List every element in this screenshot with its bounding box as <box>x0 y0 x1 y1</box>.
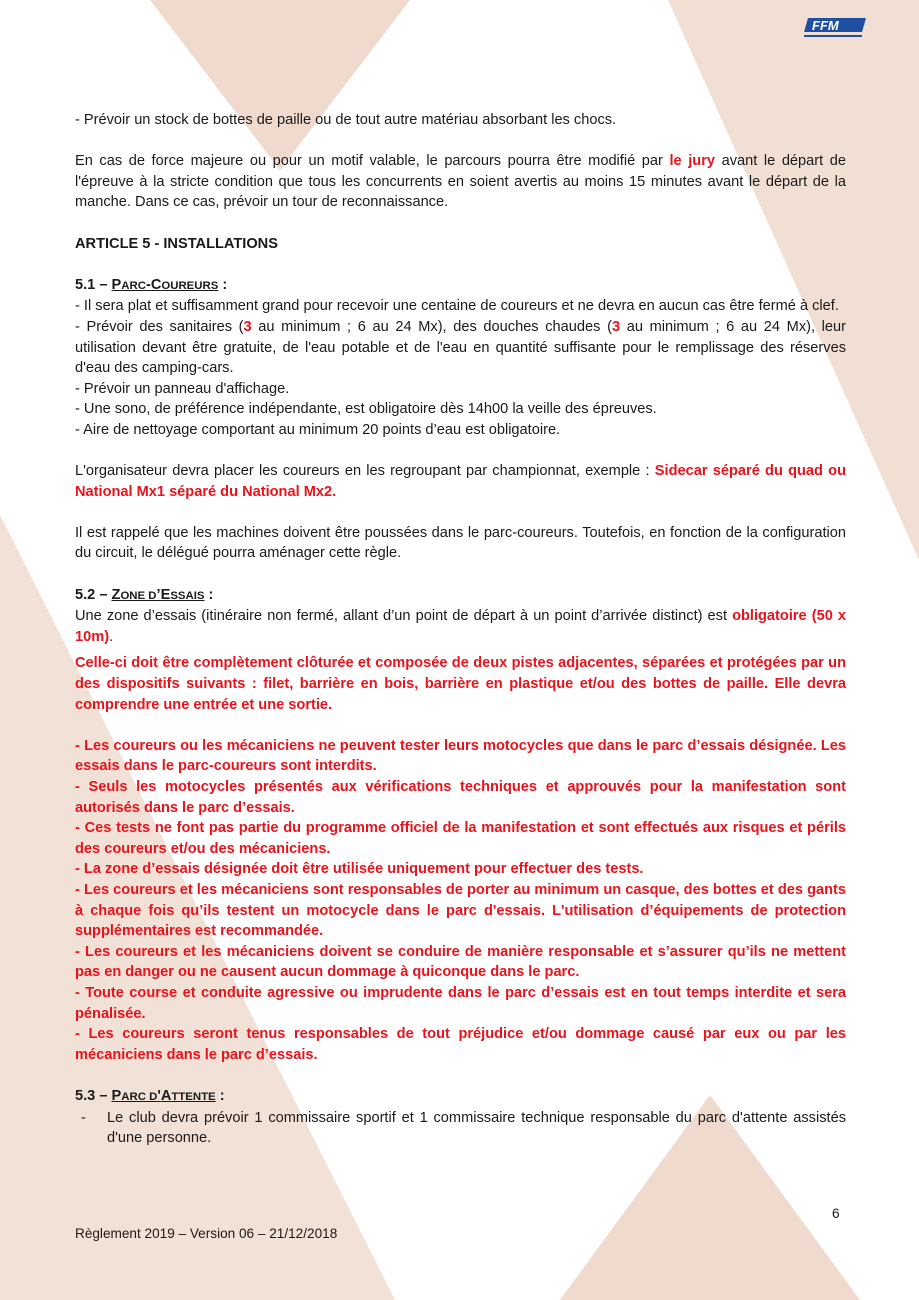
parc-line-1: - Il sera plat et suffisamment grand pour recevoir une centaine de coureurs et ne devra en aucun cas être fermé à clef. <box>75 298 839 315</box>
test-zone-rule: - La zone d’essais désignée doit être utilisée uniquement pour effectuer des tests. <box>75 861 644 878</box>
test-zone-rules <box>75 736 846 1066</box>
section-5-1-title: PARC-COUREURS <box>111 276 219 293</box>
svg-text:FFM: FFM <box>812 18 839 33</box>
page-number: 6 <box>832 1206 840 1221</box>
parc-line-3: - Prévoir un panneau d'affichage. <box>75 380 290 397</box>
test-zone-rule: - Les coureurs et les mécaniciens doivent se conduire de manière responsable et s’assurer qu’ils ne mettent pas en danger ou ne causent aucun dommage à quiconque dans le parc. <box>75 943 846 981</box>
straw-bales-paragraph: - Prévoir un stock de bottes de paille ou de tout autre matériau absorbant les chocs. <box>75 112 617 128</box>
test-zone-rule: - Seuls les motocycles présentés aux vérifications techniques et approuvés pour la manifestation sont autorisés dans le parc d’essais. <box>75 779 846 816</box>
document-body <box>75 110 846 1149</box>
section-5-1-heading: 5.1 – PARC-COUREURS : <box>75 276 228 293</box>
push-machines-paragraph: Il est rappelé que les machines doivent être poussées dans le parc-coureurs. Toutefois, en fonction de la configuration du circuit, le délégué pourra aménager cette règle. <box>75 524 846 562</box>
test-zone-rule: - Ces tests ne font pas partie du programme officiel de la manifestation et sont effectués aux risques et périls des coureurs et/ou des mécaniciens. <box>75 820 846 857</box>
section-5-2-title: ZONE D’ESSAIS <box>111 586 205 603</box>
test-zone-fencing-paragraph: Celle-ci doit être complètement clôturée et composée de deux pistes adjacentes, séparées et protégées par un des dispositifs suivants : filet, barrière en bois, barrière en plastique et/ou des bottes de paille. Elle devra comprendre une entrée et une sortie. <box>75 655 846 713</box>
waiting-park-item: - Le club devra prévoir 1 commissaire sportif et 1 commissaire technique responsable du parc d'attente assistés d'une personne. <box>81 1109 846 1147</box>
test-zone-paragraph: Une zone d’essais (itinéraire non fermé, allant d’un point de départ à un point d’arrivée distinct) est obligatoire (50 x 10m). <box>75 608 846 645</box>
parc-line-4: - Une sono, de préférence indépendante, est obligatoire dès 14h00 la veille des épreuves. <box>75 401 657 418</box>
ffm-logo <box>800 14 870 42</box>
organizer-paragraph: L'organisateur devra placer les coureurs en les regroupant par championnat, exemple : Sidecar séparé du quad ou National Mx1 séparé du National Mx2. <box>75 463 846 500</box>
test-zone-rule: - Les coureurs ou les mécaniciens ne peuvent tester leurs motocycles que dans le parc d’essais désignée. Les essais dans le parc-coureurs sont interdits. <box>75 737 846 775</box>
force-majeure-paragraph: En cas de force majeure ou pour un motif valable, le parcours pourra être modifié par le jury avant le départ de l'épreuve à la stricte condition que tous les concurrents en soient avertis au moins 15 minutes avant le départ de la manche. Dans ce cas, prévoir un tour de reconnaissance. <box>75 153 847 211</box>
parc-line-5: - Aire de nettoyage comportant au minimum 20 points d’eau est obligatoire. <box>75 421 561 438</box>
jury-highlight: le jury <box>669 153 716 170</box>
test-zone-rule: - Les coureurs seront tenus responsables de tout préjudice et/ou dommage causé par eux ou par les mécaniciens dans le parc d’essais. <box>75 1026 846 1063</box>
test-zone-rule: - Les coureurs et les mécaniciens sont responsables de porter au minimum un casque, des bottes et des gants à chaque fois qu’ils testent un motocycle dans le parc d'essais. L'utilisation d’équipements de protection supplémentaires est recommandée. <box>75 881 846 940</box>
article-5-heading: ARTICLE 5 - INSTALLATIONS <box>75 235 278 252</box>
section-5-2-heading: 5.2 – ZONE D’ESSAIS : <box>75 586 214 603</box>
test-zone-rule: - Toute course et conduite agressive ou imprudente dans le parc d’essais est en tout temps interdite et sera pénalisée. <box>75 984 846 1022</box>
section-5-3-title: PARC D'ATTENTE <box>111 1087 216 1104</box>
section-5-3-heading: 5.3 – PARC D'ATTENTE : <box>75 1087 225 1104</box>
footer-version: Règlement 2019 – Version 06 – 21/12/2018 <box>75 1226 338 1241</box>
parc-line-2: - Prévoir des sanitaires (3 au minimum ; 6 au 24 Mx), des douches chaudes (3 au minimum ; 6 au 24 Mx), leur utilisation devant être gratuite, de l'eau potable et de l'eau en quantité suffisante pour le remplissage des réserves d'eau des camping-cars. <box>75 318 847 377</box>
